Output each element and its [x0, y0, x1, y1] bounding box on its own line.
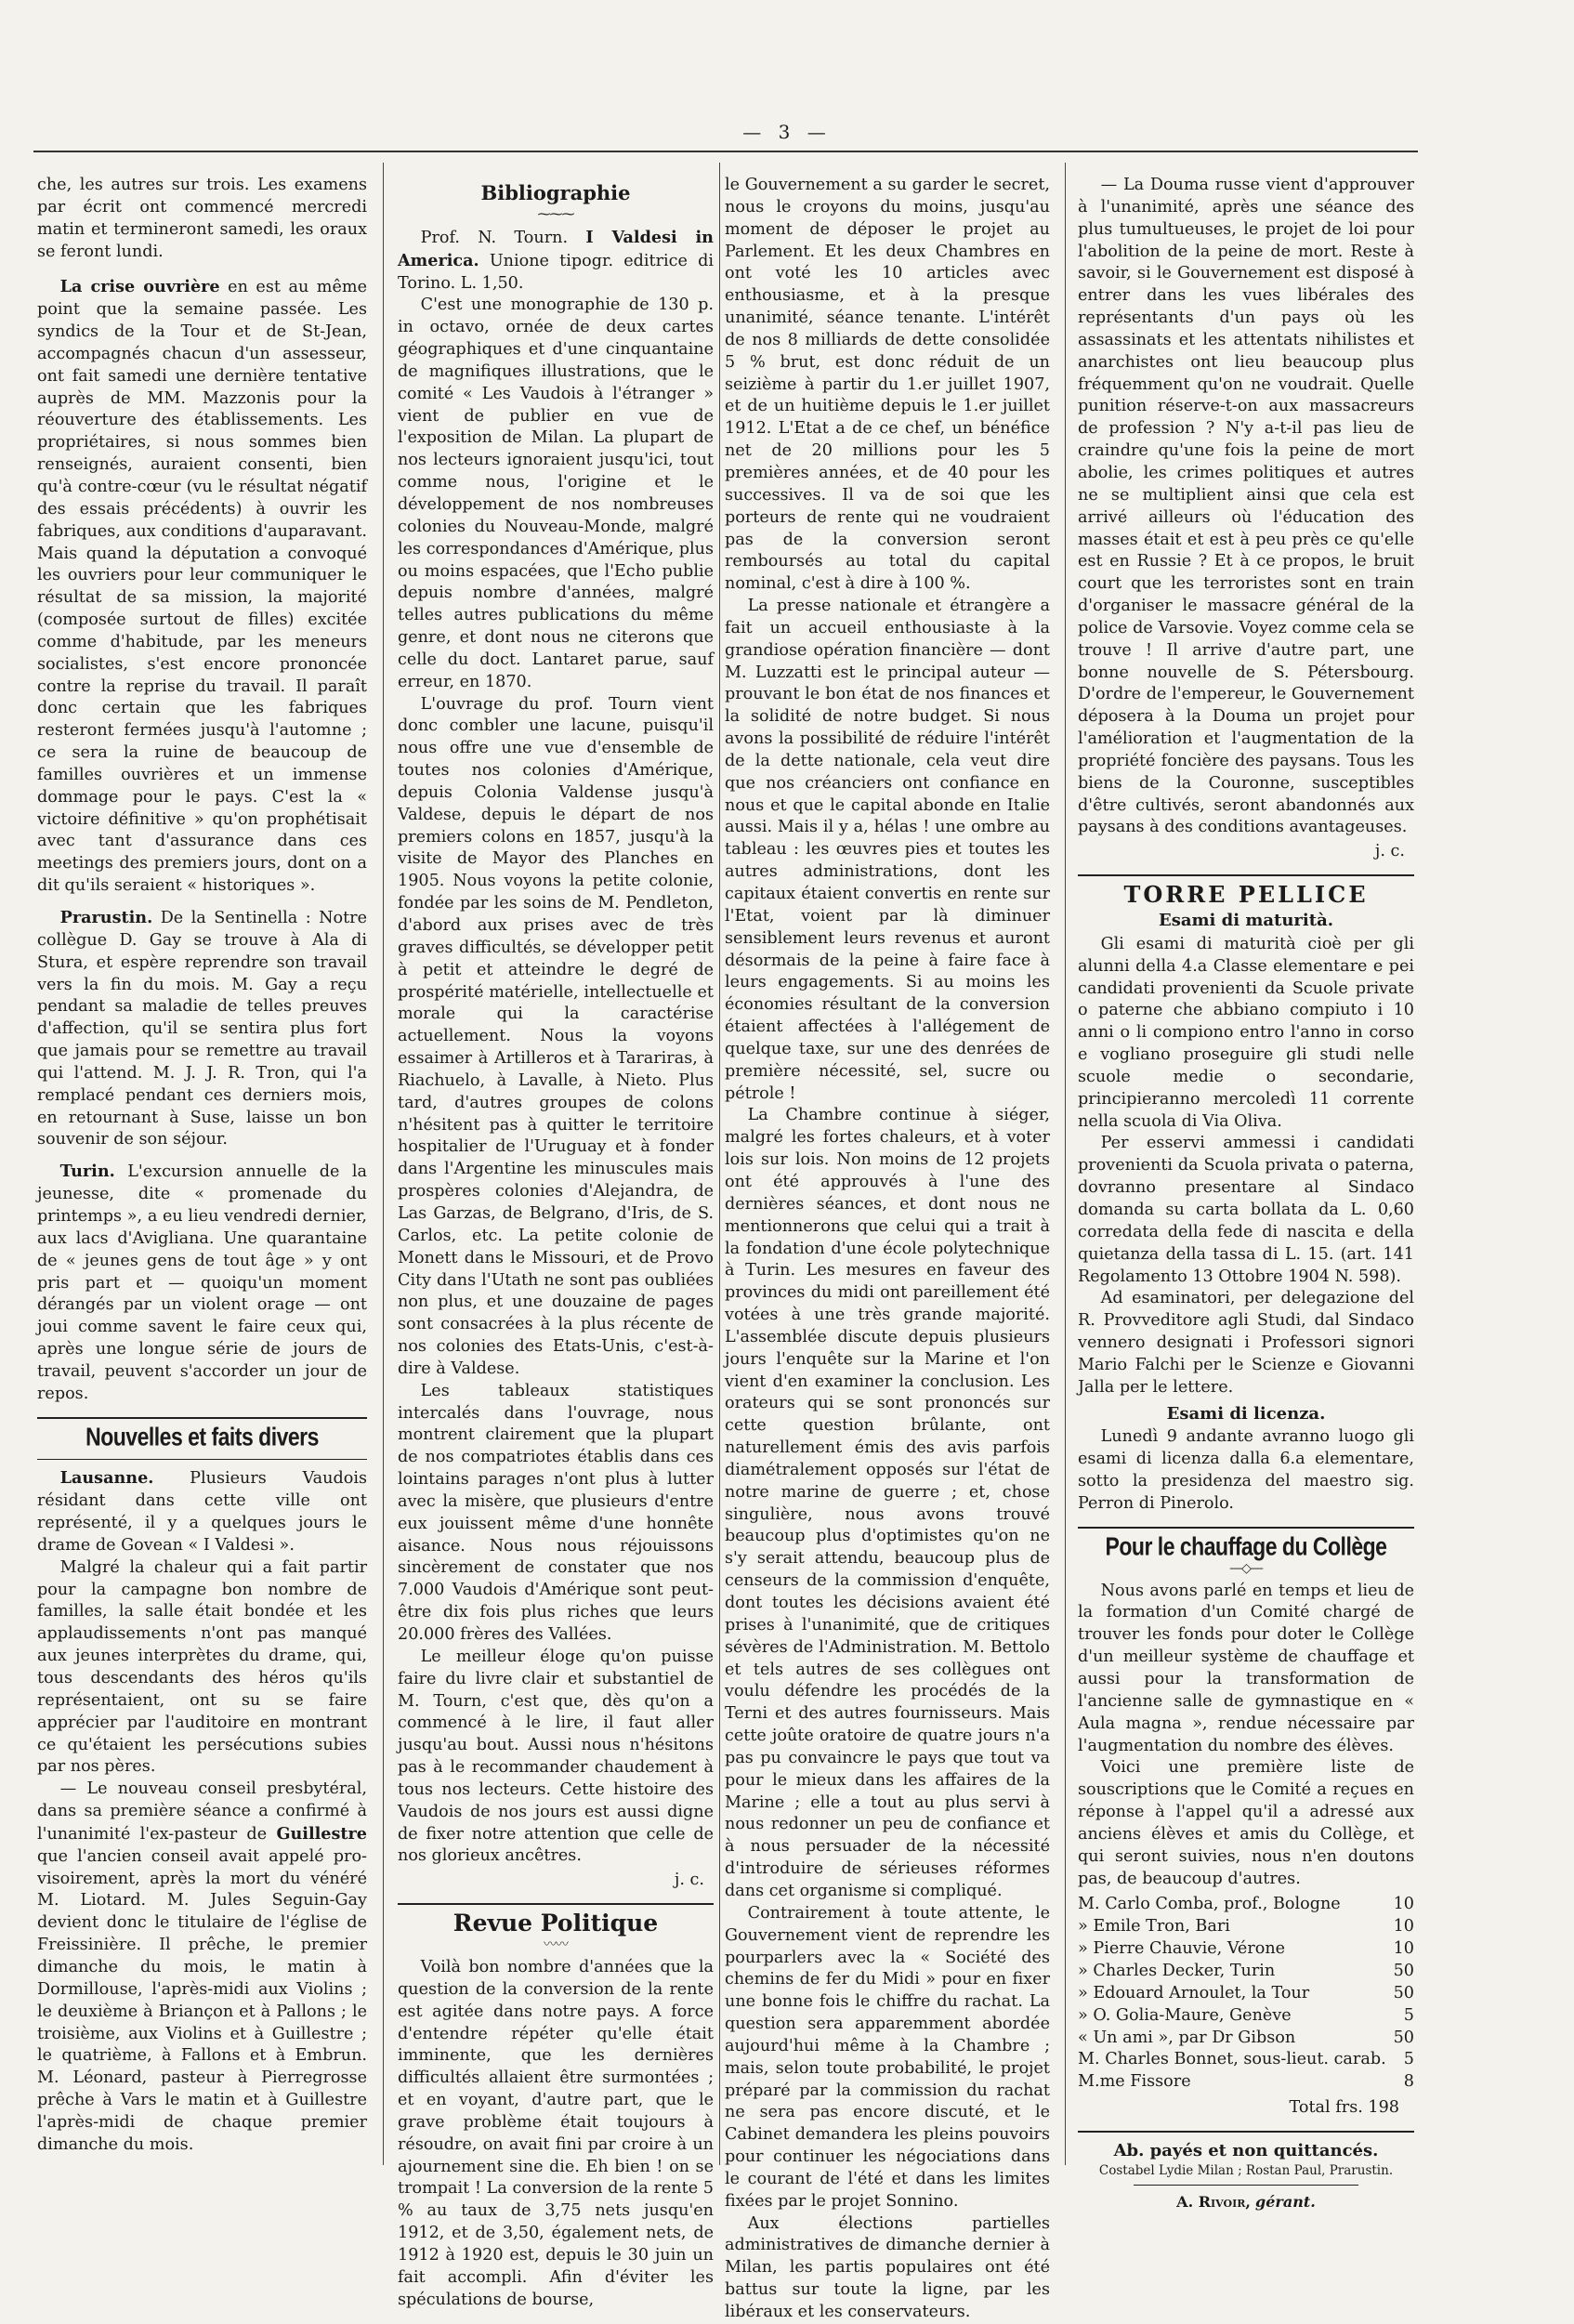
subscriber-name: » O. Golia-Maure, Genève: [1078, 2005, 1292, 2025]
subscriber-name: M.me Fissore: [1078, 2072, 1191, 2092]
paragraph: Voici une première liste de souscriptions que le Comité a reçues en réponse à l'appel qu'il a adressé aux anciens élèves et amis du Collège, et qui seront suivies, nous n'en doutons pas, de beaucoup d'autres.: [1078, 1758, 1414, 1888]
paragraph: Voilà bon nombre d'années que la question de la conversion de la rente est agitée dans notre pays. A force d'entendre répéter qu'elle était imminente, que les dernières difficultés allaient être surmontées ; et en voyant, d'autre part, que le grave problème était toujours à résoudre, on avait fini par croire à un ajournement sine die. Eh bien ! on se trompait ! La conversion de la rente 5 % au taux de 3,75 nets jusqu'en 1912, et de 3,50, également nets, de 1912 à 1920 est, depuis le 30 juin un fait accompli. Afin d'éviter les spéculations de bourse,: [398, 1957, 714, 2309]
subheading-licenza: Esami di licenza.: [1166, 1403, 1326, 1424]
section-rule: [1134, 2185, 1358, 2186]
subscriber-amount: 50: [1393, 1983, 1414, 2002]
book-author: Prof. N. Tourn.: [420, 228, 586, 247]
section-rule: [398, 1903, 714, 1905]
paragraph: L'ouvrage du prof. Tourn vient donc combler une lacune, puisqu'il nous offre une vue d'ensemble de toutes nos colonies d'Amérique, depuis Colonia Valdense jusqu'à Valdese, depuis le départ de nos premiers colons en 1857, jusqu'à la visite de Mayor des Planches en 1905. Nous voyons la petite colonie, fondée par les soins de M. Pendleton, d'abord aux prises avec de très graves difficultés, se développer petit à petit et atteindre le degré de prospérité matérielle, intellectuelle et morale qui la caractérise actuellement. Nous la voyons essaimer à Artilleros et à Tarariras, à Riachuelo, à Lavalle, à Nieto. Plus tard, d'autres groupes de colons n'hésitent pas à quitter le territoire hospitalier de l'Uruguay et à fonder dans l'Argentine les minuscules mais prospères colonies d'Alejandra, de Las Garzas, de Belgrano, d'Iris, de S. Carlos, etc. La petite colonie de Monett dans le Missouri, et de Provo City dans l'Utath ne sont pas oubliées non plus, et une douzaine de pages sont consacrées à la plus récente de nos colonies des Etats-Unis, c'est-à-dire à Valdese.: [398, 694, 714, 1378]
column-3: [725, 175, 1050, 2324]
lead-turin: Turin.: [59, 1162, 115, 1182]
list-item: [1078, 2071, 1414, 2094]
heading-nouvelles: Nouvelles et faits divers: [85, 1421, 319, 1451]
section-rule: [1078, 1527, 1414, 1529]
text-prarustin: De la Sentinella : Notre collègue D. Gay se trouve à Ala di Stura, et espère reprendre son travail vers la fin du mois. M. Gay a reçu pendant sa maladie de telles preuves d'affection, qu'il se sentira plus fort que jamais pour se remettre au travail qui l'attend. M. J. J. R. Tron, qui l'a remplacé pendant ces derniers mois, en retournant à Suse, laisse un bon souvenir de son séjour.: [37, 909, 367, 1149]
text-lausanne: Plusieurs Vaudois résidant dans cette ville ont représenté, il y a quelques jours le drame de Govean « I Valdesi ».: [37, 1469, 367, 1555]
heading-chauffage: Pour le chauffage du Collège: [1105, 1530, 1387, 1561]
subscriber-name: M. Carlo Comba, prof., Bologne: [1078, 1895, 1341, 1914]
paragraph: [398, 227, 714, 295]
subscriber-name: M. Charles Bonnet, sous-lieut. carab.: [1078, 2050, 1386, 2069]
paragraph: [37, 907, 367, 1151]
section-rule: [1078, 2131, 1414, 2133]
text-turin: L'excursion annuelle de la jeunesse, dite « promenade du printemps », a eu lieu vendredi dernier, aux lacs d'Avigliana. Une quarantaine de « jeunes gens de tout âge » y ont pris part et — quoiqu'un moment dérangés par un violent orage — ont joui comme savent le faire ceux qui, après une longue série de jours de travail, peuvent s'accorder un jour de repos.: [37, 1162, 367, 1403]
paragraph: che, les autres sur trois. Les examens par écrit ont commencé mercredi matin et termineront samedi, les oraux se feront lundi.: [37, 176, 367, 261]
paragraph: La presse nationale et étrangère a fait un accueil enthousiaste à la grandiose opération financière — dont M. Luzzatti est le principal auteur — prouvant le bon état de nos finances et la solidité de notre budget. Si nous avons la possibilité de réduire l'intérêt de la dette nationale, cela veut dire que nos créanciers ont confiance en nous et que le capital abonde en Italie aussi. Mais il y a, hélas ! une ombre au tableau : les œuvres pies et toutes les autres administrations, dont les capitaux étaient convertis en rente sur l'Etat, voient par là diminuer sensiblement leurs revenus et auront désormais de la peine à faire face à leurs engagements. Si au moins les économies résultant de la conversion étaient affectées à l'allégement de quelque taxe, sur une des denrées de première nécessité, sel, sucre ou pétrole !: [725, 597, 1050, 1103]
paragraph: Lunedì 9 andante avranno luogo gli esami di licenza dalla 6.a elementare, sotto la presidenza del maestro sig. Perron di Pinerolo.: [1078, 1427, 1414, 1513]
column-1: [37, 175, 367, 2157]
subscriber-amount: 10: [1393, 1917, 1414, 1937]
paragraph: Contrairement à toute attente, le Gouvernement vient de reprendre les pourparlers avec la « Société des chemins de fer du Midi » pour en fixer une bonne fois le chiffre du rachat. La question sera apparemment abordée aujourd'hui même à la Chambre ; mais, selon toute probabilité, le projet préparé par la commission du rachat ne sera pas encore discuté, et le Cabinet demandera les pleins pouvoirs pour continuer les négociations dans le courant de l'été et dans les limites fixées par le projet Sonnino.: [725, 1903, 1050, 2211]
heading-abonnements: Ab. payés et non quittancés.: [1113, 2140, 1379, 2160]
subscriber-amount: 10: [1393, 1895, 1414, 1914]
signature: j. c.: [674, 1871, 704, 1890]
column-divider: [719, 163, 720, 2165]
column-2: [398, 175, 714, 2311]
subscriber-amount: 50: [1393, 1961, 1414, 1980]
paragraph: Les tableaux statistiques intercalés dans l'ouvrage, nous montrent clairement que la plupart de nos compatriotes établis dans ces lointains parages n'ont plus à lutter avec la misère, que plusieurs d'entre eux jouissent même d'une honnête aisance. Nous nous réjouissons sincèrement de constater que nos 7.000 Vaudois d'Amérique sont peut-être dix fois plus riches que leurs 20.000 frères des Vallées.: [398, 1381, 714, 1644]
lead-crise: La crise ouvrière: [59, 277, 220, 297]
paragraph: [37, 276, 367, 898]
section-rule: [37, 1417, 367, 1419]
list-item: [1078, 1894, 1414, 1916]
column-divider: [1065, 163, 1066, 2165]
text-guillestre-mid: que l'ancien conseil avait appelé pro-: [37, 1846, 367, 1866]
text-guillestre-pre: — Le nouveau conseil presbytéral, dans sa première séance a confirmé à l'unanimité l'ex-pasteur de: [37, 1779, 367, 1844]
subscriber-amount: 50: [1393, 2028, 1414, 2047]
paragraph: Aux élections partielles administratives de dimanche dernier à Milan, les partis populaires ont été battus sur toute la ligne, par les libéraux et les conservateurs.: [725, 2213, 1050, 2321]
paragraph: [37, 1161, 367, 1405]
paragraph: Le meilleur éloge qu'on puisse faire du livre clair et substantiel de M. Tourn, c'est que, dès qu'on a commencé à le lire, il faut aller jusqu'au bout. Aussi nous n'hésitons pas à le recommander chaudement à tous nos lecteurs. Cette histoire des Vaudois de nos jours est aussi digne de fixer notre attention que celle de nos glorieux ancêtres.: [398, 1647, 714, 1866]
ornament: ⁓⁓⁓: [537, 206, 574, 222]
subscriber-name: » Emile Tron, Bari: [1078, 1917, 1230, 1937]
heading-revue: Revue Politique: [453, 1910, 659, 1937]
subheading-maturita: Esami di maturità.: [1158, 911, 1334, 930]
page-number: — 3 —: [742, 121, 832, 143]
paragraph: le Gouvernement a su garder le secret, nous le croyons du moins, jusqu'au moment de déposer le projet au Parlement. Et les deux Chambres en ont voté les 10 articles avec enthousiasme, et à la presque unanimité, séance tenante. L'intérêt de nos 8 milliards de dette consolidée 5 % brut, est donc réduit de un seizième à partir du 1.er juillet 1907, et de un huitième depuis le 1.er juillet 1912. L'Etat a de ce chef, un bénéfice net de 20 millions pour les 5 premières années, et de 40 pour les successives. Il va de soi que les porteurs de rente qui ne voudraient pas de la conversion seront remboursés au total du capital nominal, c'est à dire à 100 %.: [725, 176, 1050, 594]
heading-bibliographie: Bibliographie: [480, 181, 631, 204]
list-item: [1078, 1983, 1414, 2005]
ornament: —◇—: [1229, 1560, 1263, 1576]
list-item: [1078, 2005, 1414, 2028]
section-rule: [1078, 874, 1414, 876]
lead-prarustin: Prarustin.: [59, 908, 153, 927]
paragraph: Nous avons parlé en temps et lieu de la formation d'un Comité chargé de trouver les fonds pour doter le Collège d'un meilleur système de chauffage et aussi pour la transformation de l'ancienne salle de gymnastique en « Aula magna », rendue nécessaire par l'augmentation du nombre des élèves.: [1078, 1581, 1414, 1755]
paragraph: La Chambre continue à siéger, malgré les fortes chaleurs, et à voter lois sur lois. Non moins de 12 projets ont été approuvés à l'une des dernières séances, et dont nous ne mentionnerons que celui qui a trait à la fondation d'une école polytechnique à Turin. Les mesures en faveur des provinces du midi ont pareillement été votées à une très grande majorité. L'assemblée discute depuis plusieurs jours l'enquête sur la Marine et l'on vient d'en examiner la conclusion. Les orateurs qui se sont prononcés sur cette question brûlante, ont naturellement émis des avis parfois diamétralement opposés sur l'état de notre marine de guerre ; et, chose singulière, nous avons trouvé beaucoup plus d'optimistes qu'on ne s'y serait attendu, beaucoup plus de censeurs de la commission d'enquête, dont toutes les décisions avaient été prises à l'unanimité, que de critiques sévères de l'Administration. M. Bettolo et tels autres de ses collègues ont voulu défendre les procédés de la Terni et des autres fournisseurs. Mais cette joûte oratoire de quatre jours n'a pas pu convaincre le pays que tout va pour le mieux dans les affaires de la Marine ; elle a tout au plus servi à nous redonner un peu de confiance et à nous persuader de la nécessité d'introduire de sérieuses réformes dans cet organisme si compliqué.: [725, 1106, 1050, 1900]
paragraph: [37, 1779, 367, 2156]
subscriber-amount: 10: [1393, 1939, 1414, 1959]
paragraph: C'est une monographie de 130 p. in octavo, ornée de deux cartes géographiques et d'une cinquantaine de magnifiques illustrations, que le comité « Les Vaudois à l'étranger » vient de publier en vue de l'exposition de Milan. La plupart de nos lecteurs ignoraient jusqu'ici, tout comme nous, l'origine et le développement de nos nombreuses colonies du Nouveau-Monde, malgré les correspondances d'Amérique, plus ou moins espacées, que l'Echo publie depuis nombre d'années, malgré telles autres publications du même genre, et dont nous ne citerons que celle du doct. Lantaret parue, sauf erreur, en 1870.: [398, 295, 714, 691]
paragraph: — La Douma russe vient d'approuver à l'unanimité, après une séance des plus tumultueuses, le projet de loi pour l'abolition de la peine de mort. Reste à savoir, si le Gouvernement est disposé à entrer dans les vues libérales des représentants d'un pays où les assassinats et les attentats nihilistes et anarchistes ont lieu beaucoup plus fréquemment qu'on ne voudrait. Quelle punition réserve-t-on aux massacreurs de profession ? N'y a-t-il pas lieu de craindre qu'une fois la peine de mort abolie, les crimes politiques et autres ne se multiplient ainsi que cela est arrivé ailleurs où l'éducation des masses était et est à peu près ce qu'elle est en Russie ? Et à ce propos, le bruit court que les terroristes sont en train d'organiser le massacre général de la police de Varsovie. Voyez comme cela se trouve ! Il arrive d'autre part, une bonne nouvelle de S. Pétersbourg. D'ordre de l'empereur, le Gouvernement déposera à la Douma un projet pour l'amélioration et l'augmentation de la propriété foncière des paysans. Tous les biens de la Couronne, susceptibles d'être cultivés, seront abandonnés aux paysans à des conditions avantageuses.: [1078, 176, 1414, 837]
subscriber-name: » Edouard Arnoulet, la Tour: [1078, 1983, 1310, 2002]
text-guillestre: visoirement, après la mort du vénéré M. Liotard. M. Jules Seguin-Gay devient donc le titulaire de l'église de Freissinière. Il prêche, le premier dimanche du mois, le matin à Dormillouse, l'après-midi aux Violins ; le deuxième à Briançon et à Pallons ; le troisième, aux Violins et à Guillestre ; le quatrième, à Fallons et à Embrun. M. Léonard, pasteur à Pierregrosse prêche à Vars le matin et à Guillestre l'après-midi de chaque premier dimanche du mois.: [37, 1869, 367, 2154]
paragraph: Ad esaminatori, per delegazione del R. Provveditore agli Studi, dal Sindaco vennero designati i Professori signori Mario Falchi per le Scienze e Giovanni Jalla per le lettere.: [1078, 1289, 1414, 1397]
subscriber-amount: 5: [1403, 2050, 1414, 2069]
column-divider: [383, 163, 384, 2165]
section-rule: [37, 1459, 367, 1460]
subscription-list: [1078, 1894, 1414, 2094]
lead-guillestre: Guillestre: [276, 1823, 367, 1844]
paragraph: Per esservi ammessi i candidati provenienti da Scuola privata o paterna, dovranno presentare al Sindaco domanda su carta bollata da L. 0,60 corredata della fede di nascita e della quietanza della tassa di L. 15. (art. 141 Regolamento 13 Ottobre 1904 N. 598).: [1078, 1134, 1414, 1286]
list-item: [1078, 1961, 1414, 1983]
gerant-line: [1078, 2191, 1414, 2213]
list-item: [1078, 2028, 1414, 2050]
paragraph: Malgré la chaleur qui a fait partir pour la campagne bon nombre de familles, la salle était bondée et les applaudissements n'ont pas manqué aux jeunes interprètes du drame, qui, tous descendants des héros qu'ils représentaient, ont su se faire apprécier par l'auditoire en montrant ce qu'étaient les persécutions subies par nos pères.: [37, 1557, 367, 1777]
heading-torre-pellice: TORRE PELLICE: [1123, 881, 1369, 909]
ornament: 〰〰: [544, 1937, 568, 1952]
list-item: [1078, 1916, 1414, 1938]
abonnement-names: Costabel Lydie Milan ; Rostan Paul, Prarustin.: [1098, 2162, 1394, 2178]
lead-lausanne: Lausanne.: [59, 1468, 154, 1489]
subscriber-amount: 5: [1403, 2005, 1414, 2025]
column-4: [1078, 175, 1414, 2213]
gerant-role: gérant.: [1255, 2192, 1316, 2211]
gerant-name: A. Rivoir,: [1176, 2192, 1251, 2211]
subscription-total: Total frs. 198: [1289, 2098, 1399, 2118]
book-title: I Valdesi in America.: [398, 227, 714, 270]
paragraph: [37, 1467, 367, 1556]
subscriber-name: » Pierre Chauvie, Vérone: [1078, 1939, 1286, 1959]
subscriber-name: « Un ami », par Dr Gibson: [1078, 2028, 1296, 2047]
top-rule: [33, 151, 1418, 152]
paragraph: Gli esami di maturità cioè per gli alunni della 4.a Classe elementare e pei candidati provenienti da Scuole private o paterne che abbiano compiuto i 10 anni o li compiono entro l'anno in corso e vogliano proseguire gli studi nelle scuole medie o secondarie, principieranno mercoledì 11 corrente nella scuola di Via Oliva.: [1078, 934, 1414, 1131]
text-crise: en est au même point que la semaine passée. Les syndics de la Tour et de St-Jean, accompagnés chacun d'un assesseur, ont fait samedi une dernière tentative auprès de MM. Mazzonis pour la réouverture des établissements. Les propriétaires, si nous sommes bien renseignés, auraient consenti, bien qu'à contre-cœur (vu le résultat négatif des essais précédents) à ouvrir les fabriques, aux conditions d'auparavant. Mais quand la députation a convoqué les ouvriers pour leur communiquer le résultat de sa mission, la majorité (composée surtout de filles) excitée comme d'habitude, par les meneurs socialistes, s'est encore prononcée contre la reprise du travail. Il paraît donc certain que les fabriques resteront fermées jusqu'à l'automne ; ce sera la ruine de beaucoup de familles ouvrières et un immense dommage pour le pays. C'est la « victoire définitive » qu'on prophétisait avec tant d'assurance dans ces meetings des premiers jours, dont on a dit qu'ils seraient « historiques ».: [37, 278, 367, 896]
subscriber-name: » Charles Decker, Turin: [1078, 1961, 1276, 1980]
list-item: [1078, 2049, 1414, 2071]
list-item: [1078, 1938, 1414, 1961]
subscriber-amount: 8: [1403, 2072, 1414, 2092]
signature: j. c.: [1374, 842, 1405, 861]
book-publisher: Unione tipogr. editrice di Torino. L. 1,50.: [398, 251, 714, 293]
